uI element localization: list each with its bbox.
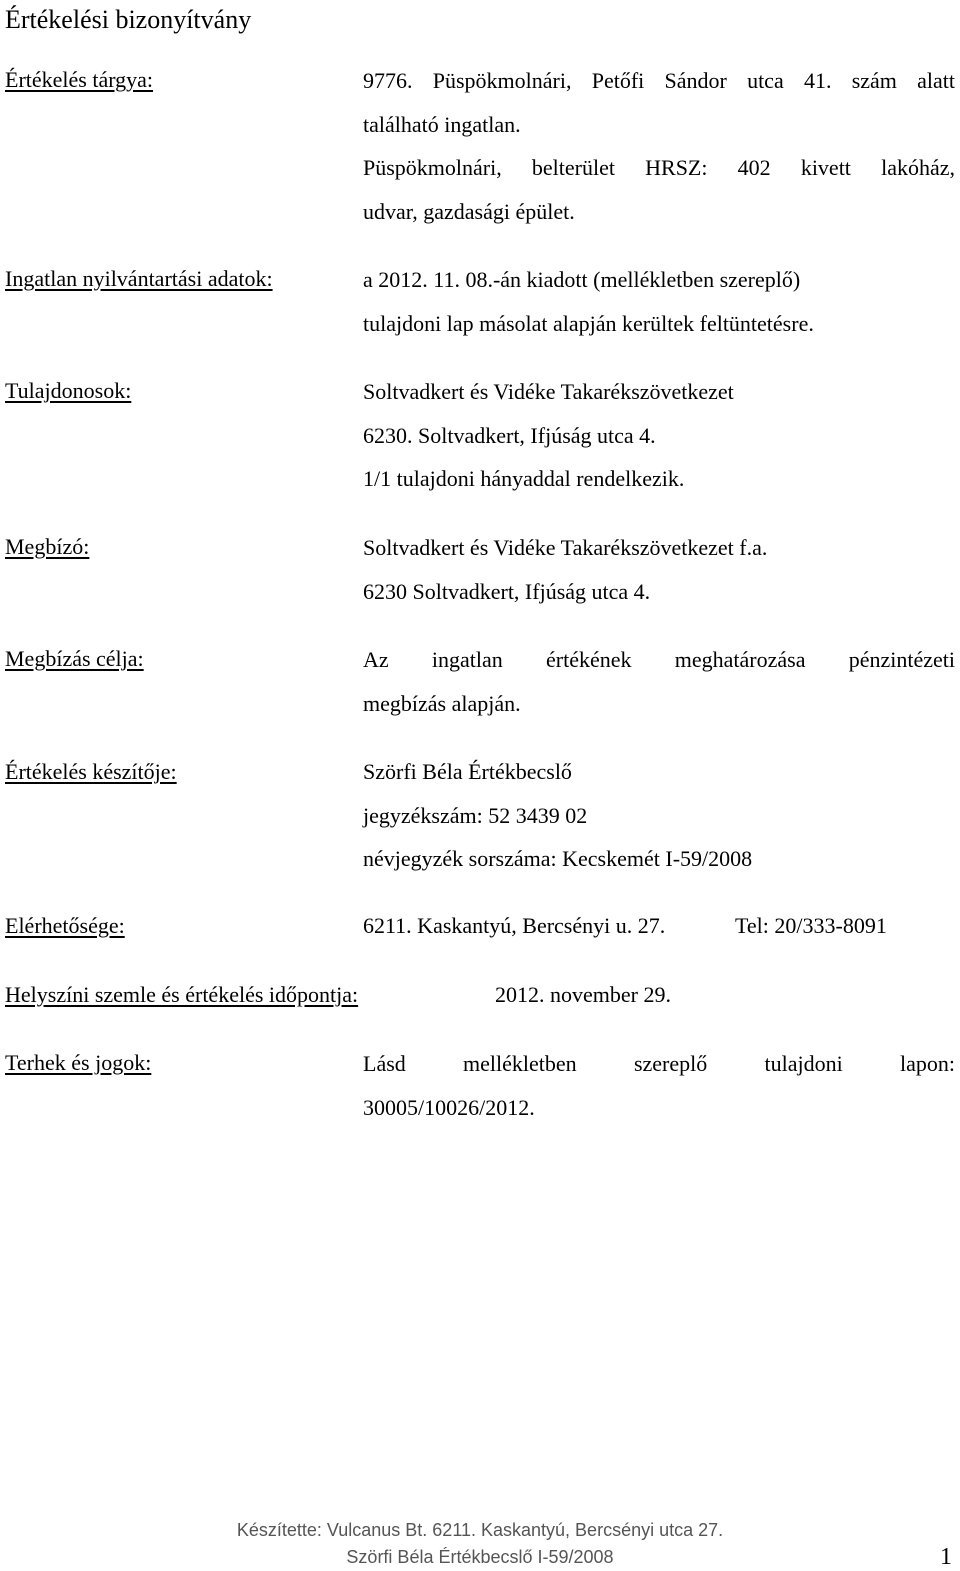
encumbrances-label: Terhek és jogok: (5, 1050, 152, 1075)
client-value (363, 526, 955, 613)
registry-line: tulajdoni lap másolat alapján kerültek feltüntetésre. (363, 310, 814, 336)
inspection-date: 2012. november 29. (495, 982, 671, 1007)
purpose-line: Az ingatlan értékének meghatározása pénzintézeti (363, 647, 955, 672)
author-line: névjegyzék sorszáma: Kecskemét I-59/2008 (363, 846, 753, 871)
registry-value (363, 258, 955, 345)
author-value (363, 750, 955, 881)
owners-line: Soltvadkert és Vidéke Takarékszövetkezet (363, 379, 734, 404)
client-label: Megbízó: (5, 534, 90, 559)
purpose-label: Megbízás célja: (5, 646, 144, 671)
subject-line: található ingatlan. (363, 111, 521, 137)
footer-company: Készítette: Vulcanus Bt. 6211. Kaskantyú, Bercsényi utca 27. (236, 1520, 724, 1540)
contact-address: 6211. Kaskantyú, Bercsényi u. 27. (363, 913, 666, 938)
contact-phone: Tel: 20/333-8091 (735, 913, 887, 938)
page-number: 1 (940, 1544, 952, 1570)
registry-line: a 2012. 11. 08.-án kiadott (mellékletben szereplő) (363, 267, 801, 292)
subject-line: udvar, gazdasági épület. (363, 198, 575, 224)
purpose-value (363, 638, 955, 725)
document-title: Értékelési bizonyítvány (5, 5, 252, 34)
author-line: Szörfi Béla Értékbecslő (363, 759, 572, 784)
owners-line: 1/1 tulajdoni hányaddal rendelkezik. (363, 466, 685, 491)
author-line: jegyzékszám: 52 3439 02 (363, 802, 588, 828)
footer-author: Szörfi Béla Értékbecslő I-59/2008 (346, 1547, 614, 1567)
client-line: 6230 Soltvadkert, Ifjúság utca 4. (363, 578, 651, 604)
subject-label: Értékelés tárgya: (5, 67, 154, 92)
owners-line: 6230. Soltvadkert, Ifjúság utca 4. (363, 422, 656, 448)
contact-label: Elérhetősége: (5, 913, 125, 938)
client-line: Soltvadkert és Vidéke Takarékszövetkezet f.a. (363, 535, 768, 560)
author-label: Értékelés készítője: (5, 759, 177, 784)
owners-value (363, 370, 955, 501)
subject-value (363, 59, 955, 233)
inspection-label: Helyszíni szemle és értékelés időpontja: (5, 982, 359, 1007)
encumbrances-value (363, 1042, 955, 1129)
purpose-line: megbízás alapján. (363, 690, 521, 716)
owners-label: Tulajdonosok: (5, 378, 132, 403)
subject-line: 9776. Püspökmolnári, Petőfi Sándor utca 41. szám alatt (363, 68, 955, 93)
encumbrances-line: Lásd mellékletben szereplő tulajdoni lapon: (363, 1051, 955, 1076)
registry-label: Ingatlan nyilvántartási adatok: (5, 266, 273, 291)
subject-line: Püspökmolnári, belterület HRSZ: 402 kivett lakóház, (363, 155, 955, 180)
encumbrances-line: 30005/10026/2012. (363, 1094, 535, 1120)
